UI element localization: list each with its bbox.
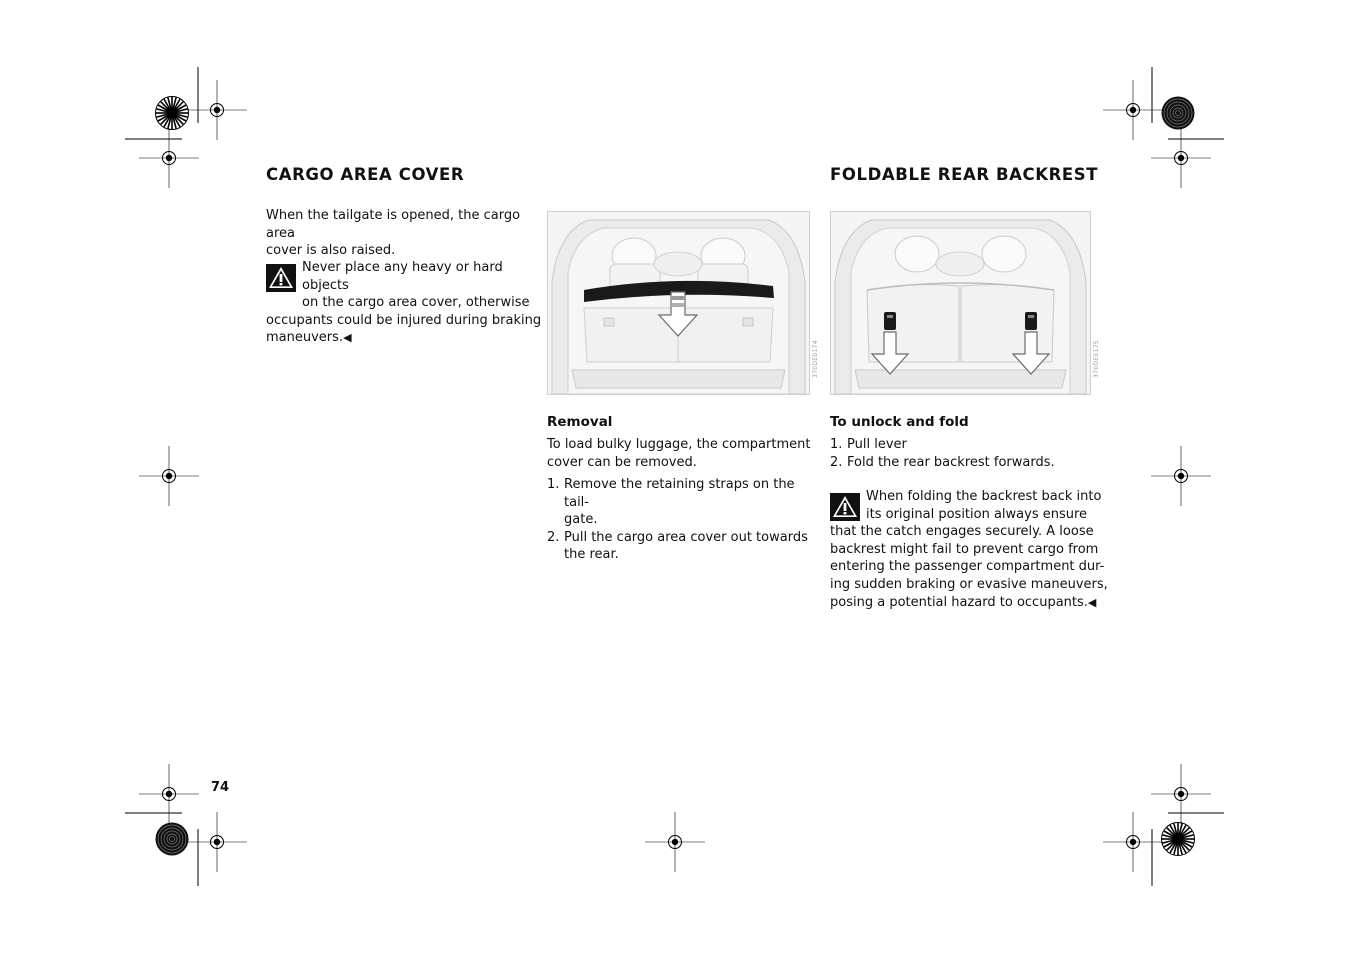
end-of-section-marker: ◀ <box>343 331 352 345</box>
list-item: 1. Remove the retaining straps on the tail- gate. <box>547 477 795 528</box>
backrest-warning-text: When folding the backrest back into its original position always ensure that the catch engages securely. A loose backrest might fail to prevent cargo from entering the passenger compartment dur- ing sudden braking or evasive maneuvers, posing a potential hazard to occupants.◀ <box>830 489 1108 610</box>
list-item: 1. Pull lever <box>830 437 907 452</box>
cargo-cover-removal-illustration <box>547 211 810 395</box>
cargo-area-cover-heading: CARGO AREA COVER <box>266 165 465 184</box>
cargo-cover-warning-text: Never place any heavy or hard objects on the cargo area cover, otherwise occupants could be injured during braking maneuvers.◀ <box>266 260 542 346</box>
removal-subheading: Removal <box>547 414 613 430</box>
removal-intro: To load bulky luggage, the compartment cover can be removed. <box>547 437 811 470</box>
unlock-fold-steps-list <box>830 436 1100 471</box>
end-of-section-marker: ◀ <box>1087 595 1097 609</box>
figure-id-label: 370DE0174 <box>812 340 819 378</box>
cargo-cover-intro: When the tailgate is opened, the cargo area cover is also raised. <box>266 208 521 259</box>
figure-id-label: 370DE0175 <box>1093 340 1100 378</box>
list-item: 2. Pull the cargo area cover out towards the rear. <box>547 529 808 563</box>
unlock-fold-subheading: To unlock and fold <box>830 414 969 430</box>
page-number: 74 <box>211 780 230 795</box>
list-item: 2. Fold the rear backrest forwards. <box>830 454 1055 470</box>
backrest-fold-illustration <box>830 211 1091 395</box>
removal-steps-list <box>547 476 819 564</box>
foldable-rear-backrest-heading: FOLDABLE REAR BACKREST <box>830 165 1099 184</box>
